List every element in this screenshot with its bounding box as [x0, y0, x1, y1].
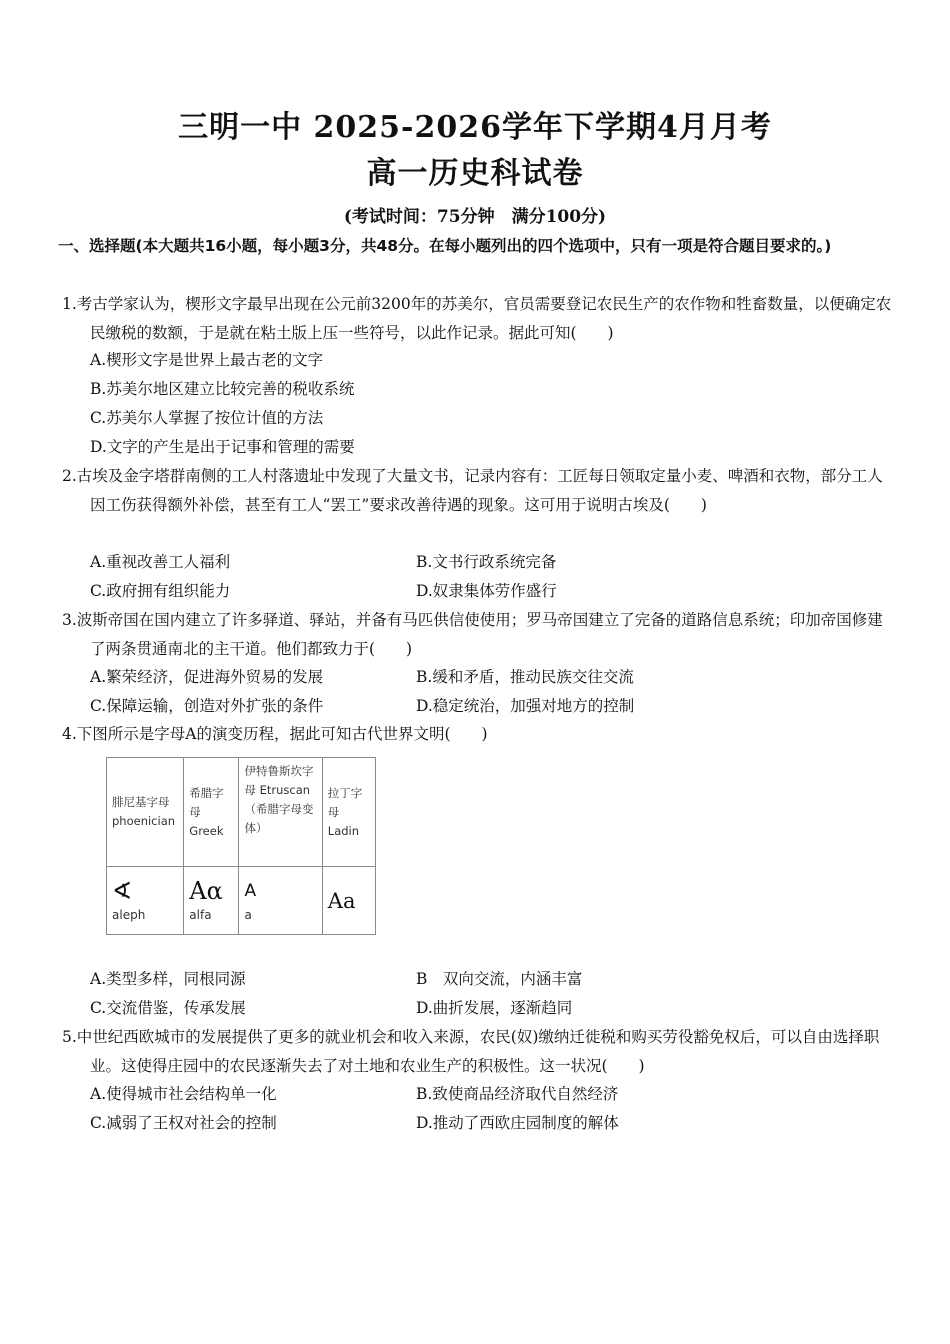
question-5: [62, 1023, 894, 1081]
option-2b: B.文书行政系统完备: [416, 553, 557, 571]
glyph-name: a: [244, 908, 252, 922]
option-5d: D.推动了西欧庄园制度的解体: [416, 1114, 619, 1132]
exam-info: (考试时间：75分钟 满分100分): [343, 207, 607, 227]
glyph-name: aleph: [112, 908, 146, 922]
question-2: [62, 462, 894, 520]
option-3c: C.保障运输，创造对外扩张的条件: [90, 697, 324, 715]
option-3d: D.稳定统治，加强对地方的控制: [416, 697, 635, 715]
question-stem: 2.古埃及金字塔群南侧的工人村落遗址中发现了大量文书，记录内容有：工匠每日领取定量小麦、啤酒和衣物，部分工人因工伤获得额外补偿，甚至有工人“罢工”要求改善待遇的现象。这可用于说明古埃及( ): [62, 467, 883, 514]
aleph-glyph: ∢: [112, 877, 133, 905]
option-5c: C.减弱了王权对社会的控制: [90, 1114, 277, 1132]
etruscan-a-glyph: A: [244, 881, 257, 901]
option-5a: A.使得城市社会结构单一化: [90, 1085, 277, 1103]
question-1: [62, 290, 894, 348]
option-2c: C.政府拥有组织能力: [90, 582, 231, 600]
option-4a: A.类型多样，同根同源: [90, 970, 246, 988]
cell-latin: [322, 867, 375, 935]
option-1a: A.楔形文字是世界上最古老的文字: [90, 351, 324, 369]
option-4b: B 双向交流，内涵丰富: [416, 970, 583, 988]
option-4d: D.曲折发展，逐渐趋同: [416, 999, 573, 1017]
header-greek: 希腊字母 Greek: [184, 758, 239, 867]
option-2a: A.重视改善工人福利: [90, 553, 231, 571]
exam-subtitle: 高一历史科试卷: [366, 156, 584, 191]
option-5b: B.致使商品经济取代自然经济: [416, 1085, 619, 1103]
section-heading: 一、选择题(本大题共16小题，每小题3分，共48分。在每小题列出的四个选项中，只有一项是符合题目要求的。): [58, 237, 832, 255]
option-1c: C.苏美尔人掌握了按位计值的方法: [90, 409, 324, 427]
exam-title: 三明一中 2025-2026学年下学期4月月考: [178, 110, 772, 145]
option-3b: B.缓和矛盾，推动民族交往交流: [416, 668, 634, 686]
cell-phoenician: [107, 867, 184, 935]
cell-greek: [184, 867, 239, 935]
question-3: [62, 606, 894, 664]
header-etruscan: 伊特鲁斯坎字母 Etruscan （希腊字母变体）: [239, 758, 322, 867]
question-stem: 1.考古学家认为，楔形文字最早出现在公元前3200年的苏美尔，官员需要登记农民生产的农作物和牲畜数量，以便确定农民缴税的数额，于是就在粘土版上压一些符号，以此作记录。据此可知( ): [62, 295, 892, 342]
question-stem: 4.下图所示是字母A的演变历程，据此可知古代世界文明( ): [62, 725, 488, 743]
option-3a: A.繁荣经济，促进海外贸易的发展: [90, 668, 324, 686]
glyph-name: alfa: [189, 908, 212, 922]
alfa-glyph: Aα: [189, 877, 223, 905]
question-stem: 3.波斯帝国在国内建立了许多驿道、驿站，并备有马匹供信使使用；罗马帝国建立了完备的道路信息系统；印加帝国修建了两条贯通南北的主干道。他们都致力于( ): [62, 611, 883, 658]
alphabet-evolution-table: [106, 757, 376, 935]
option-1b: B.苏美尔地区建立比较完善的税收系统: [90, 380, 355, 398]
cell-etruscan: [239, 867, 322, 935]
header-latin: 拉丁字母 Ladin: [322, 758, 375, 867]
option-1d: D.文字的产生是出于记事和管理的需要: [90, 438, 355, 456]
header-phoenician: 腓尼基字母 phoenician: [107, 758, 184, 867]
latin-a-glyph: Aa: [327, 888, 356, 913]
option-2d: D.奴隶集体劳作盛行: [416, 582, 557, 600]
question-stem: 5.中世纪西欧城市的发展提供了更多的就业机会和收入来源，农民(奴)缴纳迁徙税和购买劳役豁免权后，可以自由选择职业。这使得庄园中的农民逐渐失去了对土地和农业生产的积极性。这一状况( ): [62, 1028, 880, 1075]
question-4: [62, 720, 894, 749]
option-4c: C.交流借鉴，传承发展: [90, 999, 246, 1017]
